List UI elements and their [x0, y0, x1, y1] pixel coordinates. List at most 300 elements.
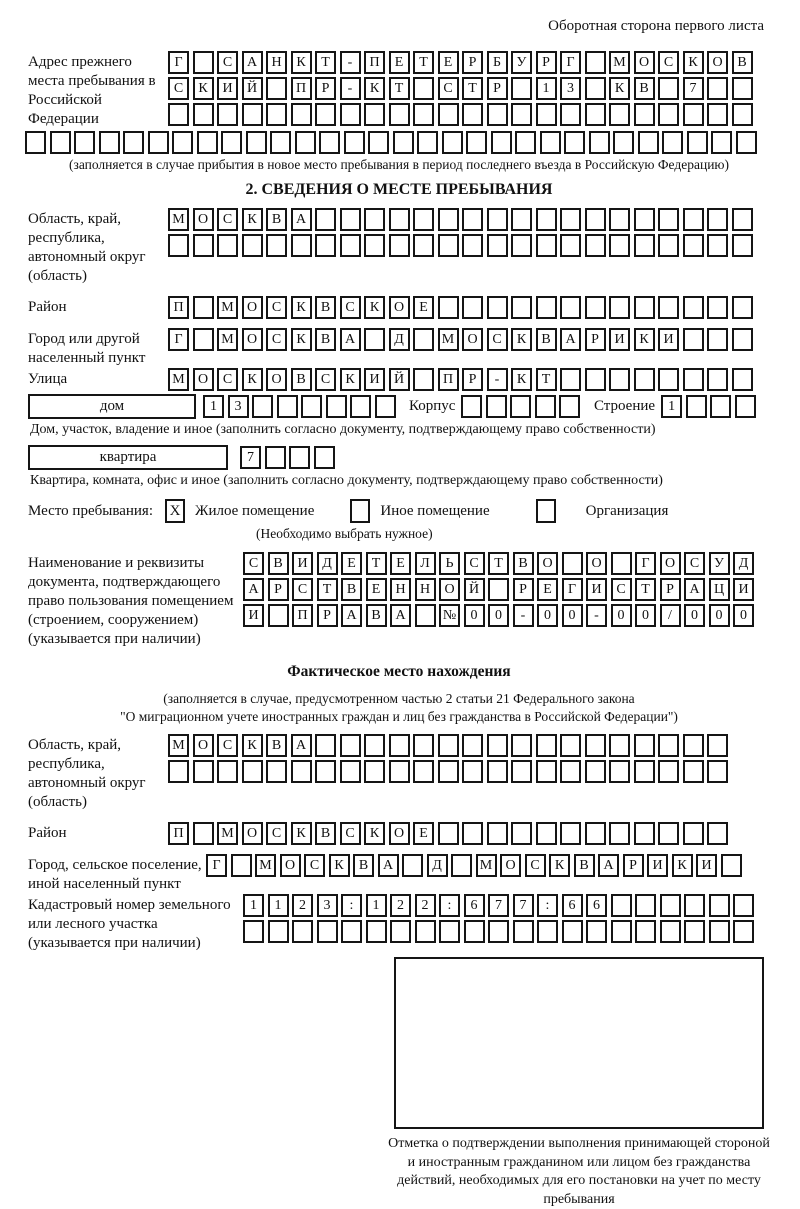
- char-box: А: [291, 734, 312, 757]
- char-box: [368, 131, 389, 154]
- char-box: И: [586, 578, 607, 601]
- char-box: [707, 103, 728, 126]
- char-box: [732, 296, 753, 319]
- char-box: [415, 920, 436, 943]
- char-box: 0: [537, 604, 558, 627]
- char-box: К: [511, 328, 532, 351]
- char-box: Г: [560, 51, 581, 74]
- char-box: [464, 920, 485, 943]
- char-box: В: [366, 604, 387, 627]
- char-box: [613, 131, 634, 154]
- char-box: П: [168, 296, 189, 319]
- registration-stamp-area: [394, 957, 764, 1129]
- char-box: [611, 894, 632, 917]
- stay-type-checkbox-other: [350, 499, 370, 523]
- char-box: [487, 734, 508, 757]
- char-box: [413, 734, 434, 757]
- char-box: [389, 760, 410, 783]
- char-box: [683, 296, 704, 319]
- char-box: В: [268, 552, 289, 575]
- char-box: [710, 395, 731, 418]
- char-box: [609, 208, 630, 231]
- char-box: В: [574, 854, 595, 877]
- char-box: [638, 131, 659, 154]
- char-box: [564, 131, 585, 154]
- char-box: Т: [317, 578, 338, 601]
- region-row-1: [168, 208, 756, 231]
- char-box: [315, 103, 336, 126]
- char-box: Д: [389, 328, 410, 351]
- char-box: [536, 296, 557, 319]
- char-box: С: [340, 296, 361, 319]
- district-row: [168, 296, 756, 319]
- char-box: 0: [684, 604, 705, 627]
- char-box: И: [364, 368, 385, 391]
- char-box: [487, 296, 508, 319]
- cadastral-label: Кадастровый номер земельного или лесного участка (указывается при наличии): [28, 897, 231, 951]
- char-box: М: [255, 854, 276, 877]
- char-box: 0: [635, 604, 656, 627]
- char-box: [295, 131, 316, 154]
- char-box: [277, 395, 298, 418]
- char-box: [658, 234, 679, 257]
- char-box: С: [525, 854, 546, 877]
- char-box: В: [315, 296, 336, 319]
- char-box: [658, 77, 679, 100]
- char-box: М: [438, 328, 459, 351]
- stay-type-row: [28, 499, 770, 523]
- char-box: [560, 734, 581, 757]
- char-box: [340, 103, 361, 126]
- char-box: [486, 395, 507, 418]
- ownership-document-label: Наименование и реквизиты документа, подтверждающего право пользования помещением (строением, сооружением) (указывается при наличии): [28, 555, 234, 647]
- char-box: С: [684, 552, 705, 575]
- char-box: [193, 328, 214, 351]
- house-caption: Дом, участок, владение и иное (заполнить согласно документу, подтверждающему право собственности): [30, 422, 656, 437]
- char-box: [585, 822, 606, 845]
- char-box: С: [438, 77, 459, 100]
- char-box: [732, 208, 753, 231]
- char-box: [326, 395, 347, 418]
- char-box: [148, 131, 169, 154]
- char-box: Г: [168, 51, 189, 74]
- char-box: [683, 328, 704, 351]
- char-box: [736, 131, 757, 154]
- char-box: [511, 234, 532, 257]
- char-box: [462, 296, 483, 319]
- char-box: А: [340, 328, 361, 351]
- char-box: [487, 234, 508, 257]
- char-box: [609, 103, 630, 126]
- char-box: В: [291, 368, 312, 391]
- char-box: О: [500, 854, 521, 877]
- char-box: [291, 103, 312, 126]
- char-box: Р: [462, 51, 483, 74]
- char-box: [611, 920, 632, 943]
- char-box: [462, 760, 483, 783]
- char-box: А: [560, 328, 581, 351]
- char-box: О: [280, 854, 301, 877]
- char-box: [438, 208, 459, 231]
- char-box: [487, 208, 508, 231]
- char-box: С: [217, 51, 238, 74]
- char-box: [511, 734, 532, 757]
- char-box: [315, 734, 336, 757]
- korpus-row: [461, 395, 584, 418]
- char-box: О: [242, 822, 263, 845]
- char-box: И: [292, 552, 313, 575]
- char-box: [683, 103, 704, 126]
- char-box: К: [291, 296, 312, 319]
- ownership-document-row-1: [243, 552, 758, 575]
- char-box: [707, 234, 728, 257]
- char-box: [268, 604, 289, 627]
- char-box: Е: [390, 552, 411, 575]
- stay-type-option-organization: Организация: [585, 502, 669, 519]
- char-box: [683, 734, 704, 757]
- char-box: Й: [242, 77, 263, 100]
- char-box: Т: [635, 578, 656, 601]
- char-box: 0: [464, 604, 485, 627]
- char-box: О: [660, 552, 681, 575]
- char-box: Р: [536, 51, 557, 74]
- char-box: [389, 234, 410, 257]
- char-box: [559, 395, 580, 418]
- char-box: 7: [488, 894, 509, 917]
- prev-address-row-4: [25, 131, 770, 154]
- char-box: [413, 328, 434, 351]
- apartment-caption: Квартира, комната, офис и иное (заполнить согласно документу, подтверждающему право собственности): [30, 473, 663, 488]
- char-box: К: [291, 822, 312, 845]
- char-box: [168, 760, 189, 783]
- char-box: А: [598, 854, 619, 877]
- char-box: [684, 894, 705, 917]
- char-box: [733, 894, 754, 917]
- char-box: [289, 446, 310, 469]
- char-box: [585, 103, 606, 126]
- char-box: С: [217, 208, 238, 231]
- char-box: Р: [513, 578, 534, 601]
- actual-district-label: Район: [28, 825, 67, 841]
- char-box: М: [168, 368, 189, 391]
- char-box: [488, 920, 509, 943]
- char-box: [350, 395, 371, 418]
- char-box: [540, 131, 561, 154]
- char-box: [193, 822, 214, 845]
- char-box: [658, 208, 679, 231]
- char-box: [634, 103, 655, 126]
- char-box: [721, 854, 742, 877]
- char-box: С: [266, 328, 287, 351]
- char-box: К: [364, 296, 385, 319]
- stay-type-label: Место пребывания:: [28, 502, 153, 519]
- char-box: [536, 234, 557, 257]
- char-box: [221, 131, 242, 154]
- ownership-document-block: [28, 552, 770, 649]
- char-box: [609, 296, 630, 319]
- char-box: Р: [623, 854, 644, 877]
- char-box: А: [242, 51, 263, 74]
- char-box: [265, 446, 286, 469]
- stay-type-option-other: Иное помещение: [380, 502, 490, 519]
- char-box: 0: [488, 604, 509, 627]
- section2-title: 2. СВЕДЕНИЯ О МЕСТЕ ПРЕБЫВАНИЯ: [245, 181, 553, 198]
- char-box: В: [732, 51, 753, 74]
- char-box: [634, 234, 655, 257]
- prev-address-row-3: [168, 103, 756, 126]
- char-box: У: [709, 552, 730, 575]
- char-box: [585, 208, 606, 231]
- char-box: [683, 760, 704, 783]
- char-box: Ь: [439, 552, 460, 575]
- char-box: А: [243, 578, 264, 601]
- prev-address-row-1: [168, 51, 756, 74]
- char-box: Г: [168, 328, 189, 351]
- char-box: 3: [317, 894, 338, 917]
- char-box: [560, 234, 581, 257]
- house-widebox: дом: [28, 394, 196, 419]
- stay-type-checkbox-organization: [536, 499, 556, 523]
- region-row-2: [168, 234, 756, 257]
- char-box: -: [487, 368, 508, 391]
- page-header-note: Оборотная сторона первого листа: [548, 18, 764, 34]
- char-box: С: [217, 734, 238, 757]
- char-box: [438, 103, 459, 126]
- char-box: С: [292, 578, 313, 601]
- char-box: [560, 208, 581, 231]
- house-number-row: [203, 395, 399, 418]
- char-box: Н: [390, 578, 411, 601]
- char-box: Г: [635, 552, 656, 575]
- char-box: О: [389, 822, 410, 845]
- char-box: 1: [366, 894, 387, 917]
- actual-location-caption-2: "О миграционном учете иностранных граждан и лиц без гражданства в Российской Федерации"): [120, 709, 678, 724]
- char-box: [413, 368, 434, 391]
- char-box: [291, 760, 312, 783]
- char-box: [415, 604, 436, 627]
- char-box: М: [217, 822, 238, 845]
- char-box: [487, 822, 508, 845]
- char-box: К: [242, 734, 263, 757]
- char-box: [536, 208, 557, 231]
- district-block: [28, 296, 770, 322]
- char-box: Й: [464, 578, 485, 601]
- char-box: 3: [560, 77, 581, 100]
- char-box: Е: [413, 822, 434, 845]
- char-box: И: [696, 854, 717, 877]
- char-box: Т: [366, 552, 387, 575]
- char-box: Т: [488, 552, 509, 575]
- prev-address-label: Адрес прежнего места пребывания в Российской Федерации: [28, 54, 156, 127]
- char-box: 7: [513, 894, 534, 917]
- street-row: [168, 368, 756, 391]
- char-box: [438, 734, 459, 757]
- apartment-row: [28, 445, 770, 470]
- char-box: Р: [487, 77, 508, 100]
- char-box: [709, 894, 730, 917]
- char-box: [732, 328, 753, 351]
- char-box: №: [439, 604, 460, 627]
- char-box: Е: [438, 51, 459, 74]
- char-box: [438, 760, 459, 783]
- char-box: [340, 760, 361, 783]
- char-box: [634, 822, 655, 845]
- char-box: Е: [366, 578, 387, 601]
- house-row: [28, 394, 770, 419]
- char-box: М: [476, 854, 497, 877]
- char-box: К: [291, 328, 312, 351]
- char-box: [266, 77, 287, 100]
- char-box: [660, 920, 681, 943]
- char-box: [364, 760, 385, 783]
- char-box: [402, 854, 423, 877]
- char-box: [585, 760, 606, 783]
- char-box: К: [291, 51, 312, 74]
- char-box: -: [586, 604, 607, 627]
- char-box: 6: [562, 894, 583, 917]
- char-box: [217, 103, 238, 126]
- char-box: [462, 103, 483, 126]
- char-box: [707, 208, 728, 231]
- char-box: С: [304, 854, 325, 877]
- char-box: С: [168, 77, 189, 100]
- char-box: [536, 734, 557, 757]
- char-box: [364, 328, 385, 351]
- char-box: [683, 234, 704, 257]
- char-box: [658, 734, 679, 757]
- actual-city-row: [206, 854, 745, 877]
- char-box: О: [707, 51, 728, 74]
- char-box: [462, 734, 483, 757]
- char-box: И: [658, 328, 679, 351]
- char-box: С: [611, 578, 632, 601]
- char-box: [389, 208, 410, 231]
- char-box: [123, 131, 144, 154]
- char-box: [438, 296, 459, 319]
- char-box: [193, 234, 214, 257]
- char-box: :: [439, 894, 460, 917]
- char-box: П: [168, 822, 189, 845]
- char-box: Т: [462, 77, 483, 100]
- actual-location-title: Фактическое место нахождения: [287, 663, 511, 680]
- char-box: [611, 552, 632, 575]
- char-box: Р: [462, 368, 483, 391]
- char-box: [417, 131, 438, 154]
- char-box: [344, 131, 365, 154]
- char-box: В: [353, 854, 374, 877]
- char-box: А: [390, 604, 411, 627]
- char-box: [560, 822, 581, 845]
- char-box: Р: [585, 328, 606, 351]
- street-block: [28, 368, 770, 394]
- char-box: [74, 131, 95, 154]
- char-box: [341, 920, 362, 943]
- char-box: 0: [562, 604, 583, 627]
- char-box: [585, 77, 606, 100]
- char-box: [375, 395, 396, 418]
- char-box: Р: [660, 578, 681, 601]
- char-box: [340, 208, 361, 231]
- char-box: [314, 446, 335, 469]
- char-box: [662, 131, 683, 154]
- actual-region-block: [28, 734, 770, 812]
- char-box: И: [647, 854, 668, 877]
- char-box: [462, 822, 483, 845]
- char-box: 1: [536, 77, 557, 100]
- prev-address-rows: [168, 51, 756, 129]
- char-box: -: [340, 77, 361, 100]
- char-box: В: [315, 822, 336, 845]
- city-label: Город или другой населенный пункт: [28, 331, 146, 366]
- char-box: Г: [562, 578, 583, 601]
- char-box: [491, 131, 512, 154]
- char-box: 2: [292, 894, 313, 917]
- char-box: [536, 760, 557, 783]
- char-box: [511, 822, 532, 845]
- char-box: [193, 760, 214, 783]
- char-box: Н: [266, 51, 287, 74]
- char-box: С: [315, 368, 336, 391]
- actual-district-block: [28, 822, 770, 848]
- cadastral-block: [28, 894, 770, 953]
- char-box: [393, 131, 414, 154]
- char-box: Д: [317, 552, 338, 575]
- prev-address-block: [28, 51, 770, 129]
- char-box: Р: [268, 578, 289, 601]
- char-box: К: [364, 822, 385, 845]
- char-box: [732, 77, 753, 100]
- char-box: [658, 822, 679, 845]
- cadastral-row-2: [243, 920, 758, 943]
- city-block: [28, 328, 770, 368]
- char-box: М: [168, 734, 189, 757]
- char-box: [513, 920, 534, 943]
- char-box: -: [513, 604, 534, 627]
- char-box: [536, 103, 557, 126]
- char-box: В: [266, 208, 287, 231]
- char-box: :: [341, 894, 362, 917]
- actual-city-block: [28, 854, 770, 894]
- char-box: [301, 395, 322, 418]
- char-box: [389, 103, 410, 126]
- char-box: [585, 234, 606, 257]
- char-box: 1: [243, 894, 264, 917]
- char-box: [242, 760, 263, 783]
- char-box: [709, 920, 730, 943]
- char-box: [413, 208, 434, 231]
- char-box: [366, 920, 387, 943]
- char-box: [291, 234, 312, 257]
- prev-address-caption: (заполняется в случае прибытия в новое место пребывания в период последнего въезда в Российскую Федерацию): [68, 157, 730, 172]
- actual-region-row-2: [168, 760, 732, 783]
- char-box: [634, 368, 655, 391]
- char-box: 0: [733, 604, 754, 627]
- char-box: [317, 920, 338, 943]
- char-box: [242, 103, 263, 126]
- char-box: [315, 760, 336, 783]
- stay-type-hint: (Необходимо выбрать нужное): [256, 526, 433, 541]
- registration-stamp-caption: Отметка о подтверждении выполнения принимающей стороной и иностранным гражданином или лицом без гражданства действий, необходимых для его постановки на учет по месту пребывания: [388, 1136, 770, 1207]
- char-box: М: [217, 328, 238, 351]
- char-box: [535, 395, 556, 418]
- actual-city-label: Город, сельское поселение, иной населенный пункт: [28, 857, 202, 892]
- char-box: [735, 395, 756, 418]
- char-box: [193, 296, 214, 319]
- char-box: [266, 760, 287, 783]
- char-box: П: [292, 604, 313, 627]
- char-box: Е: [389, 51, 410, 74]
- char-box: [315, 234, 336, 257]
